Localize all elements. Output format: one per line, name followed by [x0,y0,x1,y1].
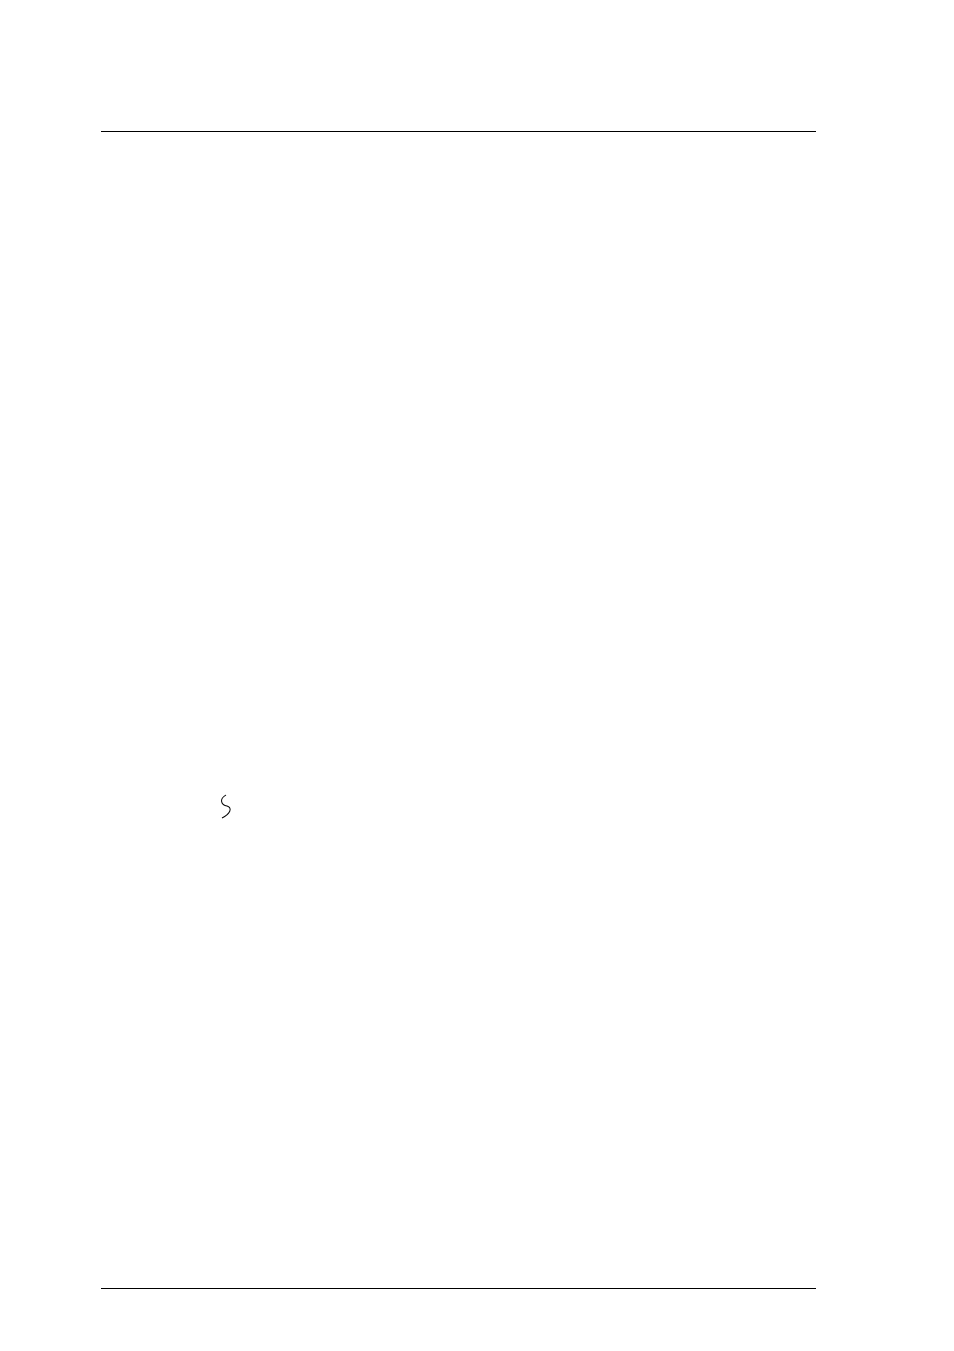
footer-rule [101,1288,816,1289]
omission-squiggle-icon [222,795,231,818]
